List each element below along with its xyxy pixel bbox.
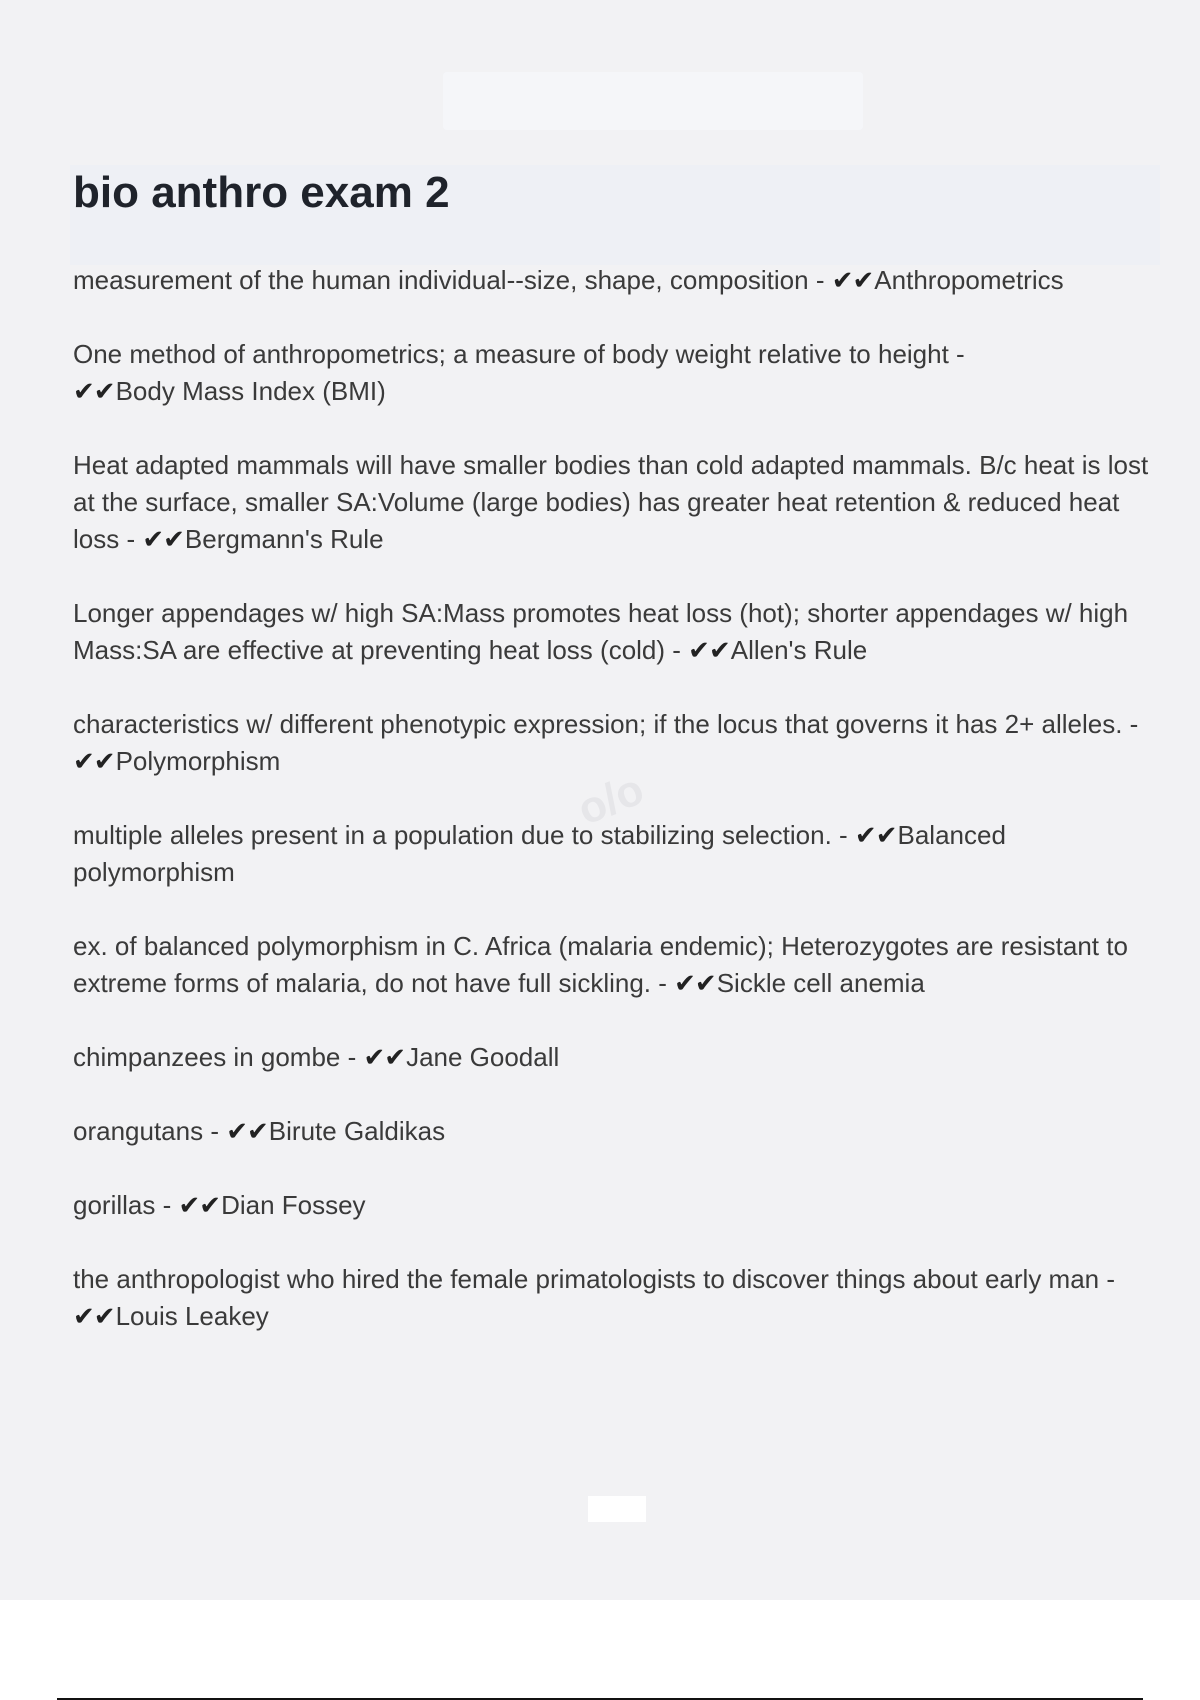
qa-answer: Balanced polymorphism xyxy=(73,820,1006,887)
page-number-placeholder xyxy=(588,1496,646,1522)
qa-item xyxy=(73,595,1163,669)
qa-answer: Birute Galdikas xyxy=(268,1116,446,1146)
qa-answer: Polymorphism xyxy=(115,746,281,776)
qa-prompt: Heat adapted mammals will have smaller bodies than cold adapted mammals. B/c heat is lost at the surface, smaller SA:Volume (large bodies) has greater heat retention & reduced heat loss - xyxy=(73,450,1149,554)
document-title: bio anthro exam 2 xyxy=(73,168,450,217)
qa-answer: Anthropometrics xyxy=(874,265,1064,295)
qa-answer: Body Mass Index (BMI) xyxy=(115,376,386,406)
qa-prompt: ex. of balanced polymorphism in C. Africa (malaria endemic); Heterozygotes are resistant to extreme forms of malaria, do not have full sickling. - xyxy=(73,931,1128,998)
double-check-icon: ✔✔ xyxy=(688,635,730,665)
qa-prompt: Longer appendages w/ high SA:Mass promotes heat loss (hot); shorter appendages w/ high Mass:SA are effective at preventing heat loss (cold) - xyxy=(73,598,1129,665)
qa-prompt: One method of anthropometrics; a measure of body weight relative to height - xyxy=(73,339,965,369)
qa-prompt: the anthropologist who hired the female primatologists to discover things about early man - xyxy=(73,1264,1116,1294)
double-check-icon: ✔✔ xyxy=(831,265,874,295)
double-check-icon: ✔✔ xyxy=(854,820,897,850)
qa-item xyxy=(73,1187,1163,1224)
qa-prompt: orangutans - xyxy=(73,1116,227,1146)
double-check-icon: ✔✔ xyxy=(73,1301,115,1331)
qa-answer: Bergmann's Rule xyxy=(184,524,384,554)
qa-item xyxy=(73,447,1163,558)
qa-prompt: chimpanzees in gombe - xyxy=(73,1042,364,1072)
double-check-icon: ✔✔ xyxy=(142,524,184,554)
qa-item xyxy=(73,1039,1163,1076)
qa-item xyxy=(73,706,1163,780)
qa-item xyxy=(73,336,1163,410)
qa-item xyxy=(73,1113,1163,1150)
qa-prompt: measurement of the human individual--size, shape, composition - xyxy=(73,265,832,295)
watermark-logo: o/o xyxy=(571,764,651,835)
double-check-icon: ✔✔ xyxy=(226,1116,268,1146)
double-check-icon: ✔✔ xyxy=(73,746,115,776)
qa-prompt: characteristics w/ different phenotypic expression; if the locus that governs it has 2+ alleles. - xyxy=(73,709,1139,739)
double-check-icon: ✔✔ xyxy=(363,1042,406,1072)
qa-answer: Sickle cell anemia xyxy=(716,968,925,998)
qa-item xyxy=(73,1261,1163,1335)
double-check-icon: ✔✔ xyxy=(178,1190,221,1220)
qa-answer: Dian Fossey xyxy=(221,1190,366,1220)
qa-answer: Jane Goodall xyxy=(406,1042,560,1072)
qa-answer: Louis Leakey xyxy=(115,1301,269,1331)
qa-item xyxy=(73,817,1163,891)
qa-item xyxy=(73,928,1163,1002)
header-placeholder xyxy=(443,72,863,130)
double-check-icon: ✔✔ xyxy=(73,376,115,406)
qa-list xyxy=(73,262,1163,1372)
qa-answer: Allen's Rule xyxy=(730,635,868,665)
qa-item xyxy=(73,262,1163,299)
qa-prompt: gorillas - xyxy=(73,1190,179,1220)
qa-prompt: multiple alleles present in a population due to stabilizing selection. - xyxy=(73,820,855,850)
double-check-icon: ✔✔ xyxy=(674,968,716,998)
